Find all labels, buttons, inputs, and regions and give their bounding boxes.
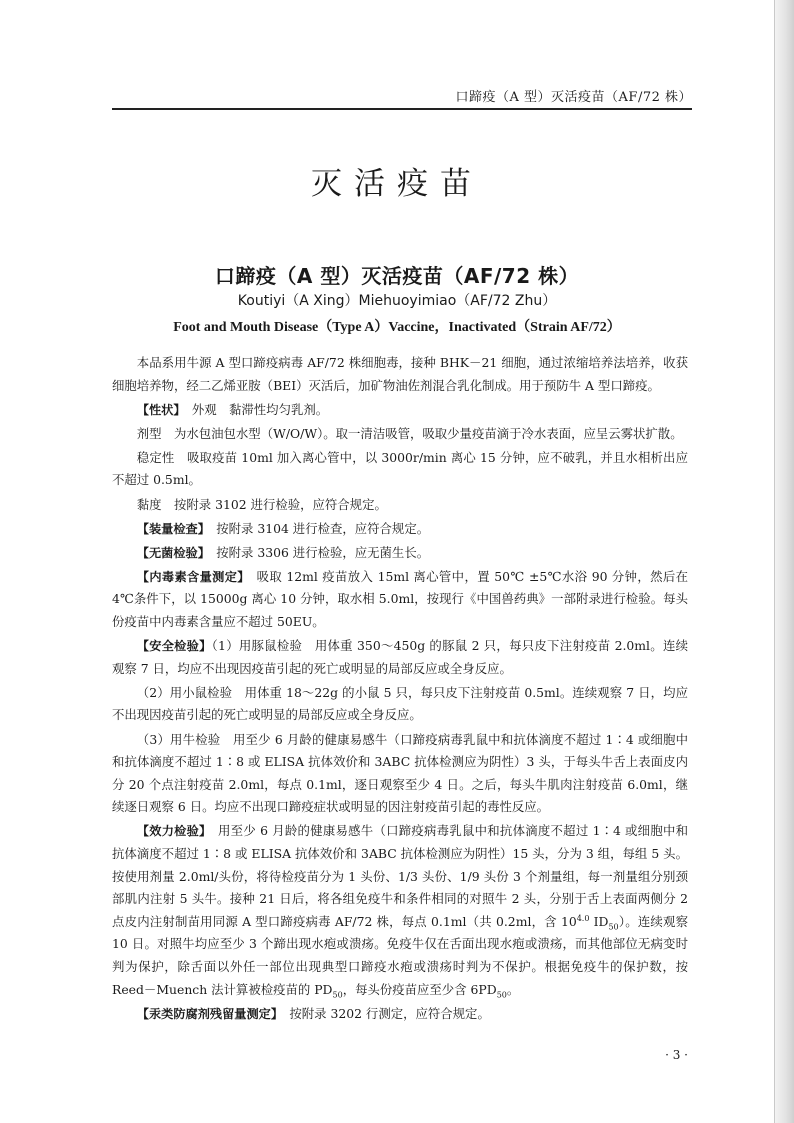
potency-subscript-1: 50: [608, 922, 619, 932]
safety-paragraph-3: （3）用牛检验 用至少 6 月龄的健康易感牛（口蹄疫病毒乳鼠中和抗体滴度不超过 1∶4 或细胞中和抗体滴度不超过 1∶8 或 ELISA 抗体效价和 3ABC 抗体检测应为阴性）3 头，于每头牛舌上表面皮内分 20 个点注射疫苗 2.0ml，每点 0.1ml，逐日观察至少 4 日。之后，每头牛肌肉注射疫苗 6.0ml，继续逐日观察 6 日。均应不出现口蹄疫症状或明显的因注射疫苗引起的毒性反应。: [112, 731, 688, 815]
endotoxin-paragraph: [112, 566, 688, 634]
potency-exponent: 4.0: [576, 913, 590, 923]
fill-check-paragraph: [112, 518, 688, 541]
potency-text-c: ）。连续观察 10 日。对照牛均应至少 3 个蹄出现水疱或溃疡。免疫牛仅在舌面出现水疱或溃疡，而其他部位无病变时判为保护，除舌面以外任一部位出现典型口蹄疫水疱或溃疡时判为不保护。根据免疫牛的保护数，按 Reed－Muench 法计算被检疫苗的 PD: [112, 913, 688, 997]
monograph-title-pinyin: Koutiyi（A Xing）Miehuoyimiao（AF/72 Zhu）: [237, 293, 557, 309]
sterility-text: 按附录 3306 进行检验，应无菌生长。: [216, 544, 430, 560]
stability-paragraph: 稳定性 吸取疫苗 10ml 加入离心管中，以 3000r/min 离心 15 分钟，应不破乳，并且水相析出应不超过 0.5ml。: [112, 449, 688, 488]
preservative-label: 【汞类防腐剂残留量测定】: [136, 1006, 277, 1021]
header-rule: [112, 108, 692, 110]
endotoxin-label: 【内毒素含量测定】: [136, 569, 244, 584]
intro-paragraph: 本品系用牛源 A 型口蹄疫病毒 AF/72 株细胞毒，接种 BHK－21 细胞，通过浓缩培养法培养，收获细胞培养物，经二乙烯亚胺（BEI）灭活后，加矿物油佐剂混合乳化制成。用于预防牛 A 型口蹄疫。: [112, 355, 688, 393]
running-header: 口蹄疫（A 型）灭活疫苗（AF/72 株）: [455, 90, 692, 105]
traits-text: 外观 黏滞性均匀乳剂。: [191, 401, 329, 417]
safety-label: 【安全检验】: [136, 639, 212, 654]
viscosity-paragraph: 黏度 按附录 3102 进行检验，应符合规定。: [136, 496, 387, 512]
potency-text-d: ，每头份疫苗应至少含 6PD: [342, 981, 497, 997]
safety-paragraph-1: [112, 635, 688, 680]
safety-paragraph-2: （2）用小鼠检验 用体重 18～22g 的小鼠 5 只，每只皮下注射疫苗 0.5ml。连续观察 7 日，均应不出现因疫苗引起的死亡或明显的局部反应或全身反应。: [112, 684, 688, 723]
preservative-paragraph: [112, 1003, 688, 1026]
monograph-title-en: Foot and Mouth Disease（Type A）Vaccine，Inactivated（Strain AF/72）: [173, 320, 621, 335]
dosage-form-paragraph: 剂型 为水包油包水型（W/O/W）。取一清洁吸管，吸取少量疫苗滴于冷水表面，应呈云雾状扩散。: [136, 425, 683, 441]
sterility-label: 【无菌检验】: [136, 545, 204, 560]
safety-text-1: （1）用豚鼠检验 用体重 350～450g 的豚鼠 2 只，每只皮下注射疫苗 2.0ml。连续观察 7 日，均应不出现因疫苗引起的死亡或明显的局部反应或全身反应。: [112, 638, 689, 676]
fill-check-label: 【装量检查】: [136, 521, 204, 536]
page-number: · 3 ·: [665, 1048, 688, 1062]
potency-text-b: ID: [589, 913, 609, 929]
potency-text-a: 用至少 6 月龄的健康易感牛（口蹄疫病毒乳鼠中和抗体滴度不超过 1∶4 或细胞中和抗体滴度不超过 1∶8 或 ELISA 抗体效价和 3ABC 抗体检测应为阴性）15 头，分为 3 组，每组 5 头。按使用剂量 2.0ml/头份，将待检疫苗分为 1 头份、1/3 头份、1/9 头份 3 个剂量组，每一剂量组分别颈部肌内注射 5 头牛。接种 21 日后，将各组免疫牛和条件相同的对照牛 2 头，分别于舌上表面两侧分 2 点皮内注射制苗用同源 A 型口蹄疫病毒 AF/72 株，每点 0.1ml（共 0.2ml，含 10: [112, 823, 689, 929]
traits-label: 【性状】: [136, 402, 180, 417]
preservative-text: 按附录 3202 行测定，应符合规定。: [289, 1005, 490, 1021]
potency-subscript-2: 50: [332, 990, 343, 999]
section-title: 灭活疫苗: [311, 166, 483, 202]
monograph-body: [112, 352, 688, 1027]
sterility-paragraph: [112, 542, 688, 565]
potency-label: 【效力检验】: [136, 824, 206, 839]
monograph-title-cn: 口蹄疫（A 型）灭活疫苗（AF/72 株）: [214, 264, 580, 288]
potency-text-e: 。: [506, 981, 520, 997]
potency-paragraph: [112, 820, 688, 1001]
traits-paragraph: [112, 399, 688, 422]
endotoxin-text: 吸取 12ml 疫苗放入 15ml 离心管中，置 50℃ ±5℃水浴 90 分钟，然后在 4℃条件下，以 15000g 离心 10 分钟，取水相 5.0ml，按现行《中国兽药典》一部附录进行检验。每头份疫苗中内毒素含量应不超过 50EU。: [112, 568, 689, 630]
fill-check-text: 按附录 3104 进行检查，应符合规定。: [216, 520, 430, 536]
potency-subscript-3: 50: [496, 990, 507, 999]
